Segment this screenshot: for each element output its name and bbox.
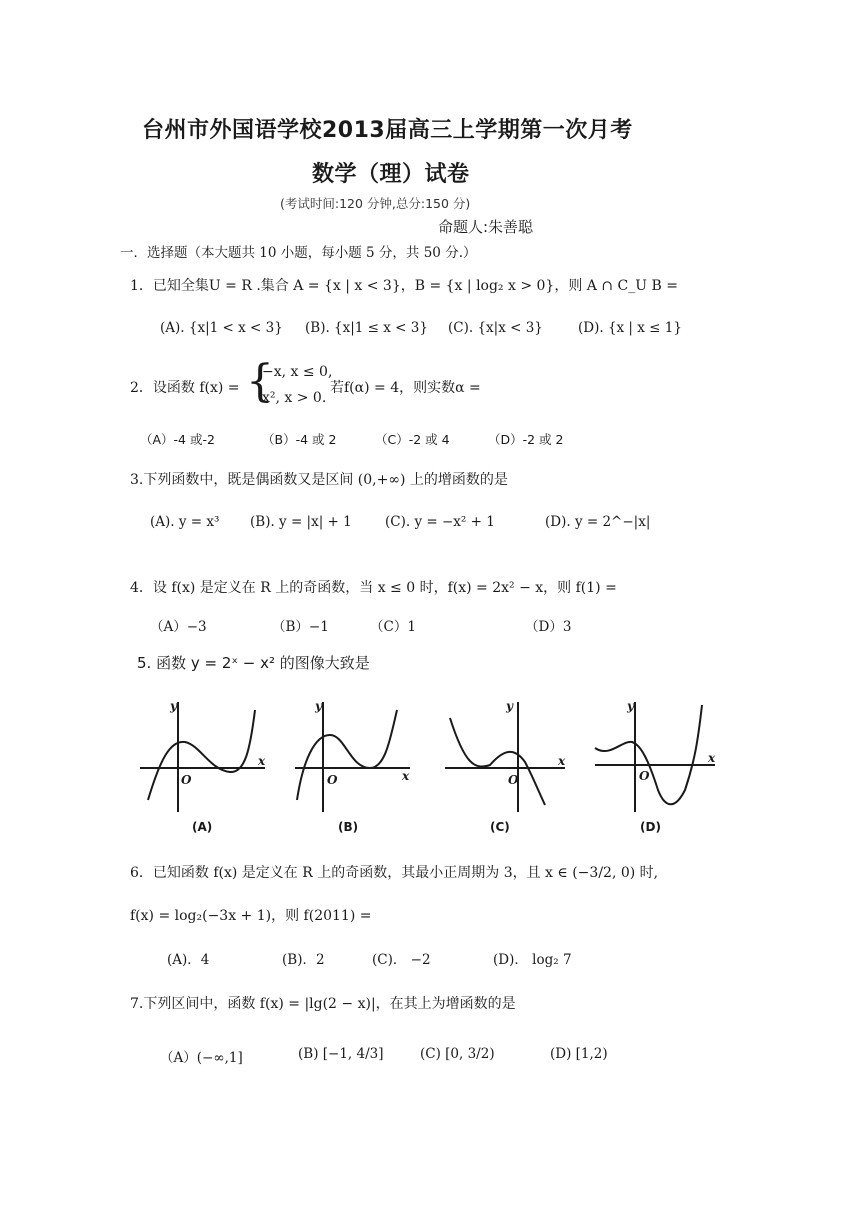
graph-c-origin: O <box>508 773 519 787</box>
q4-option-a: （A）−3 <box>150 619 207 635</box>
graph-b-y-label: y <box>315 699 322 713</box>
q1-option-a: (A). {x|1 < x < 3} <box>160 320 283 336</box>
title-line-2: 数学（理）试卷 <box>312 162 470 187</box>
q7-option-c: (C) [0, 3/2) <box>420 1046 495 1062</box>
q2-option-b: （B）-4 或 2 <box>262 432 337 447</box>
q5-graphs <box>130 690 730 840</box>
q4-option-c: （C）1 <box>370 619 416 635</box>
graph-d <box>595 702 715 812</box>
graph-label-b: (B) <box>338 820 359 834</box>
q2-case-1: −x, x ≤ 0, <box>262 364 333 380</box>
q2-option-a: （A）-4 或-2 <box>140 432 215 447</box>
question-5-stem: 5. 函数 y = 2ˣ − x² 的图像大致是 <box>137 654 370 672</box>
q6-option-d: (D)． log₂ 7 <box>493 952 572 968</box>
graph-a <box>140 702 265 812</box>
piecewise-brace: { <box>246 356 274 407</box>
q4-option-b: （B）−1 <box>272 619 329 635</box>
section-heading: 一．选择题（本大题共 10 小题，每小题 5 分，共 50 分.） <box>120 245 477 261</box>
graph-label-c: (C) <box>490 820 510 834</box>
q1-option-d: (D). {x | x ≤ 1} <box>578 320 682 336</box>
q2-option-d: （D）-2 或 2 <box>488 432 564 447</box>
q1-option-b: (B). {x|1 ≤ x < 3} <box>305 320 428 336</box>
q1-option-c: (C). {x|x < 3} <box>448 320 543 336</box>
q4-option-d: （D）3 <box>525 619 572 635</box>
q6-option-c: (C)． −2 <box>372 952 431 968</box>
graph-c-y-label: y <box>506 699 513 713</box>
graph-a-x-label: x <box>258 754 266 768</box>
question-6-stem-b: f(x) = log₂(−3x + 1)，则 f(2011) = <box>130 908 372 924</box>
graph-label-d: (D) <box>640 820 661 834</box>
question-2-stem-pre: 2．设函数 f(x) = <box>130 380 240 396</box>
question-4-stem: 4．设 f(x) 是定义在 R 上的奇函数，当 x ≤ 0 时，f(x) = 2x² − x，则 f(1) = <box>130 580 617 596</box>
graph-b <box>295 702 410 812</box>
graph-d-curve <box>595 705 702 804</box>
question-7-stem: 7.下列区间中，函数 f(x) = |lg(2 − x)|，在其上为增函数的是 <box>130 996 516 1012</box>
q2-case-2: x², x > 0. <box>262 390 327 406</box>
graph-a-origin: O <box>181 773 192 787</box>
q3-option-c: (C). y = −x² + 1 <box>385 514 495 530</box>
graph-a-curve <box>148 710 255 800</box>
graph-d-y-label: y <box>627 699 634 713</box>
author: 命题人:朱善聪 <box>438 218 534 236</box>
q6-option-b: (B)．2 <box>282 952 325 968</box>
title-line-1: 台州市外国语学校2013届高三上学期第一次月考 <box>142 118 633 143</box>
graph-d-x-label: x <box>708 751 716 765</box>
q7-option-d: (D) [1,2) <box>550 1046 608 1062</box>
question-2-stem-post: 若f(α) = 4，则实数α = <box>330 380 481 396</box>
question-6-stem-a: 6．已知函数 f(x) 是定义在 R 上的奇函数，其最小正周期为 3，且 x ∈ (−3/2, 0) 时, <box>130 865 659 881</box>
q6-option-a: (A)．4 <box>167 952 210 968</box>
graph-c-curve <box>450 718 545 805</box>
question-3-stem: 3.下列函数中，既是偶函数又是区间 (0,+∞) 上的增函数的是 <box>130 472 508 488</box>
graph-b-x-label: x <box>402 769 410 783</box>
q2-option-c: （C）-2 或 4 <box>375 432 450 447</box>
question-1-stem: 1．已知全集U = R .集合 A = {x | x < 3}，B = {x | log₂ x > 0}，则 A ∩ C_U B = <box>130 278 678 294</box>
q7-option-a: （A）(−∞,1] <box>160 1050 243 1066</box>
graph-b-curve <box>297 710 397 800</box>
q7-option-b: (B) [−1, 4/3] <box>298 1046 384 1062</box>
graph-c-x-label: x <box>558 754 566 768</box>
graph-c <box>445 702 565 812</box>
q3-option-b: (B). y = |x| + 1 <box>250 514 352 530</box>
q3-option-d: (D). y = 2^−|x| <box>545 514 651 530</box>
graph-a-y-label: y <box>170 699 177 713</box>
graph-b-origin: O <box>327 773 338 787</box>
graph-d-origin: O <box>639 769 650 783</box>
graph-label-a: (A) <box>192 820 213 834</box>
exam-info: (考试时间:120 分钟,总分:150 分) <box>280 196 471 211</box>
q3-option-a: (A). y = x³ <box>150 514 220 530</box>
